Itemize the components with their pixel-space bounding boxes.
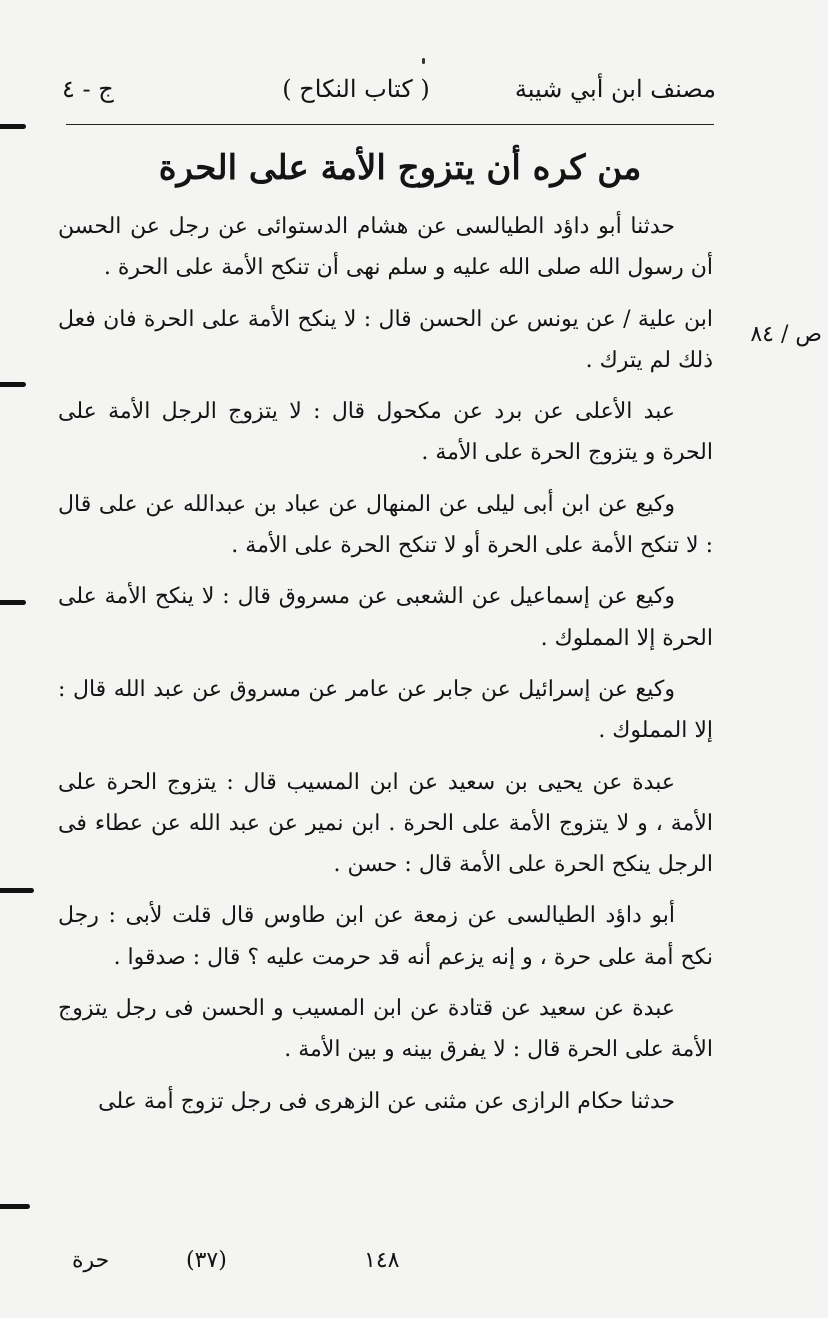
paragraph-5: وكيع عن إسماعيل عن الشعبى عن مسروق قال : لا ينكح الأمة على الحرة إلا المملوك . [58,584,713,651]
quire-mark: (٣٧) [186,1248,227,1273]
paragraph-1: حدثنا أبو داؤد الطيالسى عن هشام الدستوائى عن رجل عن الحسن أن رسول الله صلى الله عليه و سلم نهى أن تنكح الأمة على الحرة . [58,214,713,281]
body-text [58,206,713,1132]
header-volume: ج - ٤ [62,75,114,103]
header-divider [66,124,714,125]
paragraph-2: ابن علية / عن يونس عن الحسن قال : لا ينكح الأمة على الحرة فان فعل ذلك لم يترك . [58,306,713,373]
binding-mark [0,600,26,605]
binding-mark [0,382,26,387]
paragraph-3: عبد الأعلى عن برد عن مكحول قال : لا يتزوج الرجل الأمة على الحرة و يتزوج الحرة على الأمة . [58,399,713,466]
binding-mark [0,1204,30,1209]
margin-page-reference: ص / ٨٤ [750,322,822,347]
catchword: حرة [72,1248,110,1273]
paragraph-8: أبو داؤد الطيالسى عن زمعة عن ابن طاوس قال قلت لأبى : رجل نكح أمة على حرة ، و إنه يزعم أنه قد حرمت عليه ؟ قال : صدقوا . [58,903,713,970]
binding-mark [0,888,34,893]
page-number: ١٤٨ [364,1248,400,1273]
binding-mark [0,124,26,129]
paragraph-10: حدثنا حكام الرازى عن مثنى عن الزهرى فى رجل تزوج أمة على [98,1088,675,1114]
header-book-title: مصنف ابن أبي شيبة [514,75,716,103]
paragraph-6: وكيع عن إسرائيل عن جابر عن عامر عن مسروق عن عبد الله قال : إلا المملوك . [58,676,713,744]
paragraph-9: عبدة عن سعيد عن قتادة عن ابن المسيب و الحسن فى رجل يتزوج الأمة على الحرة قال : لا يفرق بينه و بين الأمة . [58,996,713,1063]
chapter-title: من كره أن يتزوج الأمة على الحرة [158,148,642,188]
paragraph-7: عبدة عن يحيى بن سعيد عن ابن المسيب قال : يتزوج الحرة على الأمة ، و لا يتزوج الأمة على الحرة . ابن نمير عن عبد الله عن عطاء فى الرجل ينكح الحرة على الأمة قال : حسن . [58,769,713,878]
header-section-title: ( كتاب النكاح ) [282,75,430,103]
ink-speck [422,58,425,64]
paragraph-4: وكيع عن ابن أبى ليلى عن المنهال عن عباد بن عبدالله عن على قال : لا تنكح الأمة على الحرة أو لا تنكح الحرة على الأمة . [58,491,713,559]
